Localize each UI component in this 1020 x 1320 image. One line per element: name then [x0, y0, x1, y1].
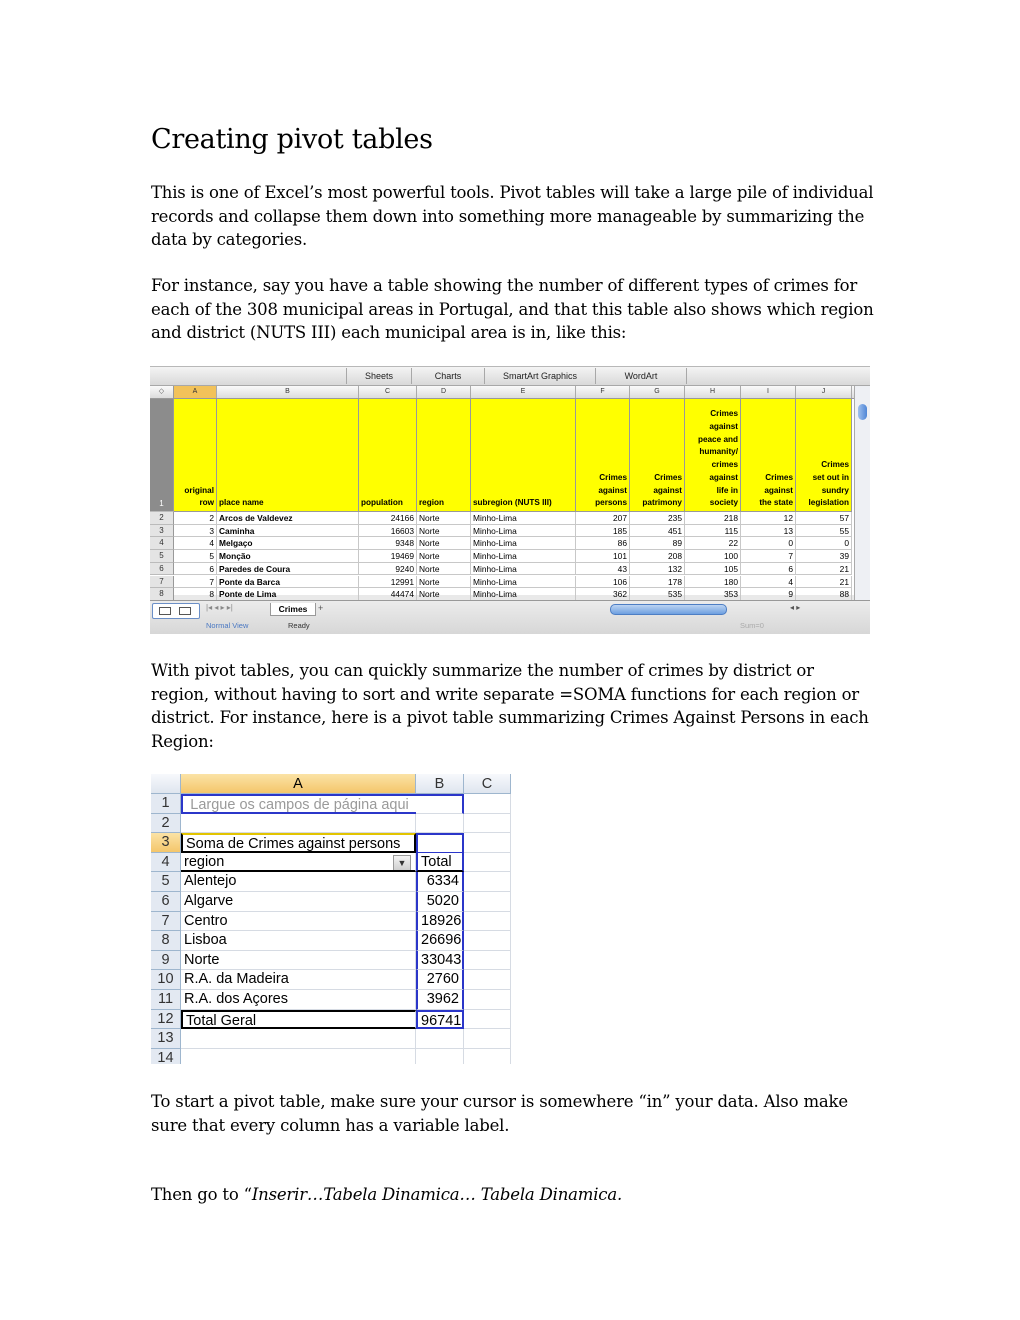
region-label[interactable]: Lisboa	[181, 931, 416, 951]
column-header-i[interactable]: I	[741, 386, 796, 398]
cell-original-row[interactable]: 8	[174, 588, 217, 601]
cell-original-row[interactable]: 6	[174, 563, 217, 576]
header-line: humanity/	[699, 447, 738, 457]
header-line: row	[199, 498, 214, 508]
column-header-d[interactable]: D	[417, 386, 471, 398]
region-total[interactable]: 26696	[416, 931, 464, 951]
cell-place-name[interactable]: Ponte de Lima	[217, 588, 359, 601]
cell-region[interactable]: Norte	[417, 550, 471, 563]
empty-cell[interactable]	[464, 872, 511, 892]
select-all-corner[interactable]	[151, 774, 181, 794]
empty-cell[interactable]	[416, 1049, 464, 1064]
cell-crimes-persons[interactable]: 207	[576, 512, 630, 525]
select-all-corner[interactable]: ◇	[150, 386, 174, 398]
header-line: against	[653, 485, 682, 495]
row-number[interactable]: 6	[150, 563, 174, 576]
header-crimes-sundry[interactable]	[796, 399, 852, 512]
row-number[interactable]: 4	[151, 853, 181, 873]
cell-crimes-persons[interactable]: 106	[576, 576, 630, 589]
cell-region[interactable]: Norte	[417, 537, 471, 550]
header-crimes-state[interactable]	[741, 399, 796, 512]
column-header-e[interactable]: E	[471, 386, 576, 398]
header-line: against	[709, 472, 738, 482]
row-number[interactable]: 3	[150, 525, 174, 538]
header-line: peace and	[697, 434, 738, 444]
region-label[interactable]: Algarve	[181, 892, 416, 912]
cell-place-name[interactable]: Caminha	[217, 525, 359, 538]
cell-c3[interactable]	[464, 833, 511, 853]
cell-original-row[interactable]: 3	[174, 525, 217, 538]
cell-place-name[interactable]: Melgaço	[217, 537, 359, 550]
row-number[interactable]: 1	[151, 794, 181, 814]
instructions-paragraph: To start a pivot table, make sure your cursor is somewhere “in” your data. Also make sure that every column has a variable label.	[151, 1092, 848, 1135]
cell-population[interactable]: 12991	[359, 576, 417, 589]
cell-crimes-patrimony[interactable]: 451	[630, 525, 685, 538]
cell-place-name[interactable]: Paredes de Coura	[217, 563, 359, 576]
row-number[interactable]: 9	[151, 951, 181, 971]
region-total[interactable]: 6334	[416, 872, 464, 892]
cell-crimes-persons[interactable]: 86	[576, 537, 630, 550]
empty-cell[interactable]	[464, 1010, 511, 1030]
header-crimes-peace[interactable]	[685, 399, 741, 512]
cell-population[interactable]: 24166	[359, 512, 417, 525]
header-line: persons	[595, 498, 627, 508]
cell-crimes-sundry[interactable]: 88	[796, 588, 852, 601]
cell-crimes-persons[interactable]: 101	[576, 550, 630, 563]
cell-crimes-state[interactable]: 13	[741, 525, 796, 538]
cell-crimes-patrimony[interactable]: 132	[630, 563, 685, 576]
cell-crimes-sundry[interactable]: 21	[796, 576, 852, 589]
header-line: Crimes	[821, 460, 849, 470]
menu-path-paragraph	[151, 1183, 876, 1207]
cell-original-row[interactable]: 7	[174, 576, 217, 589]
cell-c1[interactable]	[464, 794, 511, 814]
cell-crimes-sundry[interactable]: 21	[796, 563, 852, 576]
region-total[interactable]: 33043	[416, 951, 464, 971]
status-sum: Sum=0	[740, 621, 764, 630]
header-line: life in	[716, 485, 738, 495]
empty-cell[interactable]	[464, 931, 511, 951]
cell-c2[interactable]	[464, 814, 511, 834]
dropdown-arrow-icon[interactable]: ▼	[393, 855, 411, 871]
cell-subregion[interactable]: Minho-Lima	[471, 588, 576, 601]
empty-cell[interactable]	[181, 1049, 416, 1064]
data-field-label[interactable]: Soma de Crimes against persons	[181, 833, 416, 853]
column-header-bar	[150, 386, 870, 399]
total-column-header[interactable]: Total	[416, 853, 464, 873]
ribbon-tab-smartart[interactable]: SmartArt Graphics	[484, 368, 596, 384]
column-header-c[interactable]: C	[464, 774, 511, 794]
header-line: population	[361, 498, 403, 508]
crimes-spreadsheet-screenshot	[150, 366, 870, 634]
cell-crimes-peace[interactable]: 218	[685, 512, 741, 525]
cell-crimes-persons[interactable]: 43	[576, 563, 630, 576]
page-layout-icon[interactable]	[179, 607, 191, 615]
row-number[interactable]: 6	[151, 892, 181, 912]
empty-cell[interactable]	[464, 990, 511, 1010]
empty-cell[interactable]	[464, 1029, 511, 1049]
region-total[interactable]: 3962	[416, 990, 464, 1010]
pivot-table-screenshot	[151, 774, 511, 1064]
empty-cell[interactable]	[464, 892, 511, 912]
row-field-header[interactable]	[181, 853, 416, 873]
cell-b2[interactable]	[416, 814, 464, 834]
header-line: the state	[759, 498, 793, 508]
header-crimes-persons[interactable]	[576, 399, 630, 512]
header-subregion[interactable]	[471, 399, 576, 512]
cell-crimes-peace[interactable]: 105	[685, 563, 741, 576]
cell-region[interactable]: Norte	[417, 576, 471, 589]
cell-crimes-patrimony[interactable]: 208	[630, 550, 685, 563]
header-line: original	[184, 485, 214, 495]
column-header-c[interactable]: C	[359, 386, 417, 398]
header-line: Crimes	[765, 472, 793, 482]
region-label[interactable]: Centro	[181, 912, 416, 932]
cell-crimes-patrimony[interactable]: 89	[630, 537, 685, 550]
cell-subregion[interactable]: Minho-Lima	[471, 525, 576, 538]
column-header-b[interactable]: B	[217, 386, 359, 398]
column-header-f[interactable]: F	[576, 386, 630, 398]
empty-cell[interactable]	[416, 1029, 464, 1049]
sheet-footer	[150, 600, 870, 634]
cell-region[interactable]: Norte	[417, 525, 471, 538]
cell-crimes-patrimony[interactable]: 235	[630, 512, 685, 525]
header-line: against	[709, 422, 738, 432]
spreadsheet-grid[interactable]	[150, 399, 854, 600]
horizontal-scroll-thumb[interactable]	[610, 604, 727, 615]
cell-crimes-persons[interactable]: 362	[576, 588, 630, 601]
region-total[interactable]: 2760	[416, 970, 464, 990]
header-place-name[interactable]	[217, 399, 359, 512]
normal-view-icon[interactable]	[159, 607, 171, 615]
pivot-explanation-paragraph: With pivot tables, you can quickly summarize the number of crimes by district or region, without having to sort and write separate =SOMA functions for each region or district. For instance, here is a pivot table summarizing Crimes Against Persons in each Region:	[151, 661, 869, 751]
ribbon-tab-charts[interactable]: Charts	[411, 368, 485, 384]
page-title: Creating pivot tables	[151, 124, 433, 155]
status-ready: Ready	[288, 621, 310, 630]
row-number[interactable]: 8	[151, 931, 181, 951]
cell-population[interactable]: 16603	[359, 525, 417, 538]
cell-original-row[interactable]: 4	[174, 537, 217, 550]
cell-subregion[interactable]: Minho-Lima	[471, 576, 576, 589]
row-number[interactable]: 11	[151, 990, 181, 1010]
empty-cell[interactable]	[464, 951, 511, 971]
add-sheet-button[interactable]: +	[318, 603, 324, 613]
cell-crimes-sundry[interactable]: 39	[796, 550, 852, 563]
example-paragraph: For instance, say you have a table showing the number of different types of crimes for each of the 308 municipal areas in Portugal, and that this table also shows which region and district (NUTS III) each municipal area is in, like this:	[151, 276, 874, 342]
menu-path-prefix: Then go to “	[151, 1185, 252, 1204]
empty-cell[interactable]	[181, 1029, 416, 1049]
header-line: Crimes	[710, 409, 738, 419]
row-number[interactable]: 7	[151, 912, 181, 932]
cell-crimes-peace[interactable]: 22	[685, 537, 741, 550]
cell-place-name[interactable]: Ponte da Barca	[217, 576, 359, 589]
row-number[interactable]: 2	[150, 512, 174, 525]
cell-place-name[interactable]: Arcos de Valdevez	[217, 512, 359, 525]
cell-crimes-persons[interactable]: 185	[576, 525, 630, 538]
column-header-g[interactable]: G	[630, 386, 685, 398]
cell-original-row[interactable]: 2	[174, 512, 217, 525]
header-line: legislation	[808, 498, 849, 508]
empty-cell[interactable]	[464, 970, 511, 990]
cell-region[interactable]: Norte	[417, 588, 471, 601]
row-number[interactable]: 5	[151, 872, 181, 892]
cell-population[interactable]: 44474	[359, 588, 417, 601]
sheet-tab-crimes[interactable]: Crimes	[270, 603, 316, 616]
scroll-arrows-icon[interactable]: ◂ ▸	[790, 603, 801, 612]
cell-place-name[interactable]: Monção	[217, 550, 359, 563]
cell-crimes-sundry[interactable]: 57	[796, 512, 852, 525]
cell-population[interactable]: 9240	[359, 563, 417, 576]
header-line: Crimes	[599, 472, 627, 482]
grand-total-label[interactable]: Total Geral	[181, 1010, 416, 1030]
column-header-a[interactable]: A	[174, 386, 217, 398]
row-number[interactable]: 14	[151, 1049, 181, 1064]
header-line: sundry	[821, 485, 849, 495]
column-header-b[interactable]: B	[416, 774, 464, 794]
row-number[interactable]: 7	[150, 576, 174, 589]
ribbon-tab-wordart[interactable]: WordArt	[595, 368, 687, 384]
region-label[interactable]: Norte	[181, 951, 416, 971]
cell-region[interactable]: Norte	[417, 512, 471, 525]
header-crimes-patrimony[interactable]	[630, 399, 685, 512]
cell-crimes-peace[interactable]: 353	[685, 588, 741, 601]
cell-crimes-state[interactable]: 7	[741, 550, 796, 563]
header-line: against	[764, 485, 793, 495]
cell-crimes-patrimony[interactable]: 535	[630, 588, 685, 601]
view-toggle[interactable]	[152, 603, 200, 619]
row-number[interactable]: 13	[151, 1029, 181, 1049]
cell-b1[interactable]	[416, 794, 464, 814]
cell-crimes-peace[interactable]: 115	[685, 525, 741, 538]
column-header-h[interactable]: H	[685, 386, 741, 398]
row-number[interactable]: 10	[151, 970, 181, 990]
empty-cell[interactable]	[464, 1049, 511, 1064]
cell-original-row[interactable]: 5	[174, 550, 217, 563]
row-number[interactable]: 3	[151, 833, 181, 853]
cell-crimes-state[interactable]: 4	[741, 576, 796, 589]
header-line: against	[598, 485, 627, 495]
cell-subregion[interactable]: Minho-Lima	[471, 512, 576, 525]
header-line: region	[419, 498, 445, 508]
column-header-a[interactable]: A	[181, 774, 416, 794]
header-line: subregion (NUTS III)	[473, 498, 552, 508]
cell-crimes-state[interactable]: 9	[741, 588, 796, 601]
row-number[interactable]: 2	[151, 814, 181, 834]
ribbon-tab-sheets[interactable]: Sheets	[346, 368, 412, 384]
region-total[interactable]: 5020	[416, 892, 464, 912]
row-number[interactable]: 5	[150, 550, 174, 563]
cell-subregion[interactable]: Minho-Lima	[471, 550, 576, 563]
vertical-scroll-thumb[interactable]	[858, 404, 867, 420]
vertical-scrollbar[interactable]	[854, 386, 870, 606]
cell-population[interactable]: 9348	[359, 537, 417, 550]
sheet-nav-arrows[interactable]: |◂ ◂ ▸ ▸|	[206, 603, 233, 612]
menu-path: Inserir…Tabela Dinamica… Tabela Dinamica.	[251, 1185, 623, 1204]
header-region[interactable]	[417, 399, 471, 512]
header-line: place name	[219, 498, 264, 508]
header-line: patrimony	[642, 498, 682, 508]
cell-crimes-sundry[interactable]: 55	[796, 525, 852, 538]
row-field-label: region	[184, 853, 225, 870]
row-number[interactable]: 8	[150, 588, 174, 601]
cell-crimes-sundry[interactable]: 0	[796, 537, 852, 550]
cell-region[interactable]: Norte	[417, 563, 471, 576]
cell-c4[interactable]	[464, 853, 511, 873]
cell-crimes-peace[interactable]: 180	[685, 576, 741, 589]
cell-subregion[interactable]: Minho-Lima	[471, 537, 576, 550]
cell-crimes-patrimony[interactable]: 178	[630, 576, 685, 589]
page-field-drop-zone[interactable]: Largue os campos de página aqui	[181, 794, 416, 814]
cell-subregion[interactable]: Minho-Lima	[471, 563, 576, 576]
row-number[interactable]: 4	[150, 537, 174, 550]
header-original-row[interactable]	[174, 399, 217, 512]
region-label[interactable]: R.A. da Madeira	[181, 970, 416, 990]
header-line: Crimes	[654, 472, 682, 482]
region-total[interactable]: 18926	[416, 912, 464, 932]
column-header-j[interactable]: J	[796, 386, 852, 398]
cell-population[interactable]: 19469	[359, 550, 417, 563]
cell-crimes-state[interactable]: 6	[741, 563, 796, 576]
header-population[interactable]	[359, 399, 417, 512]
excel-ribbon	[150, 367, 870, 386]
intro-paragraph: This is one of Excel’s most powerful tools. Pivot tables will take a large pile of individual records and collapse them down into something more manageable by summarizing the data by categories.	[151, 183, 874, 249]
region-label[interactable]: R.A. dos Açores	[181, 990, 416, 1010]
cell-crimes-peace[interactable]: 100	[685, 550, 741, 563]
cell-a2[interactable]	[181, 814, 416, 834]
header-line: society	[709, 498, 738, 508]
cell-b3[interactable]	[416, 833, 464, 853]
region-label[interactable]: Alentejo	[181, 872, 416, 892]
header-line: crimes	[711, 460, 738, 470]
header-line: set out in	[812, 472, 849, 482]
cell-crimes-state[interactable]: 0	[741, 537, 796, 550]
empty-cell[interactable]	[464, 912, 511, 932]
grand-total-value[interactable]: 96741	[416, 1010, 464, 1030]
cell-crimes-state[interactable]: 12	[741, 512, 796, 525]
row-number[interactable]: 12	[151, 1010, 181, 1030]
row-number[interactable]: 1	[150, 399, 174, 512]
normal-view-label: Normal View	[206, 621, 249, 630]
